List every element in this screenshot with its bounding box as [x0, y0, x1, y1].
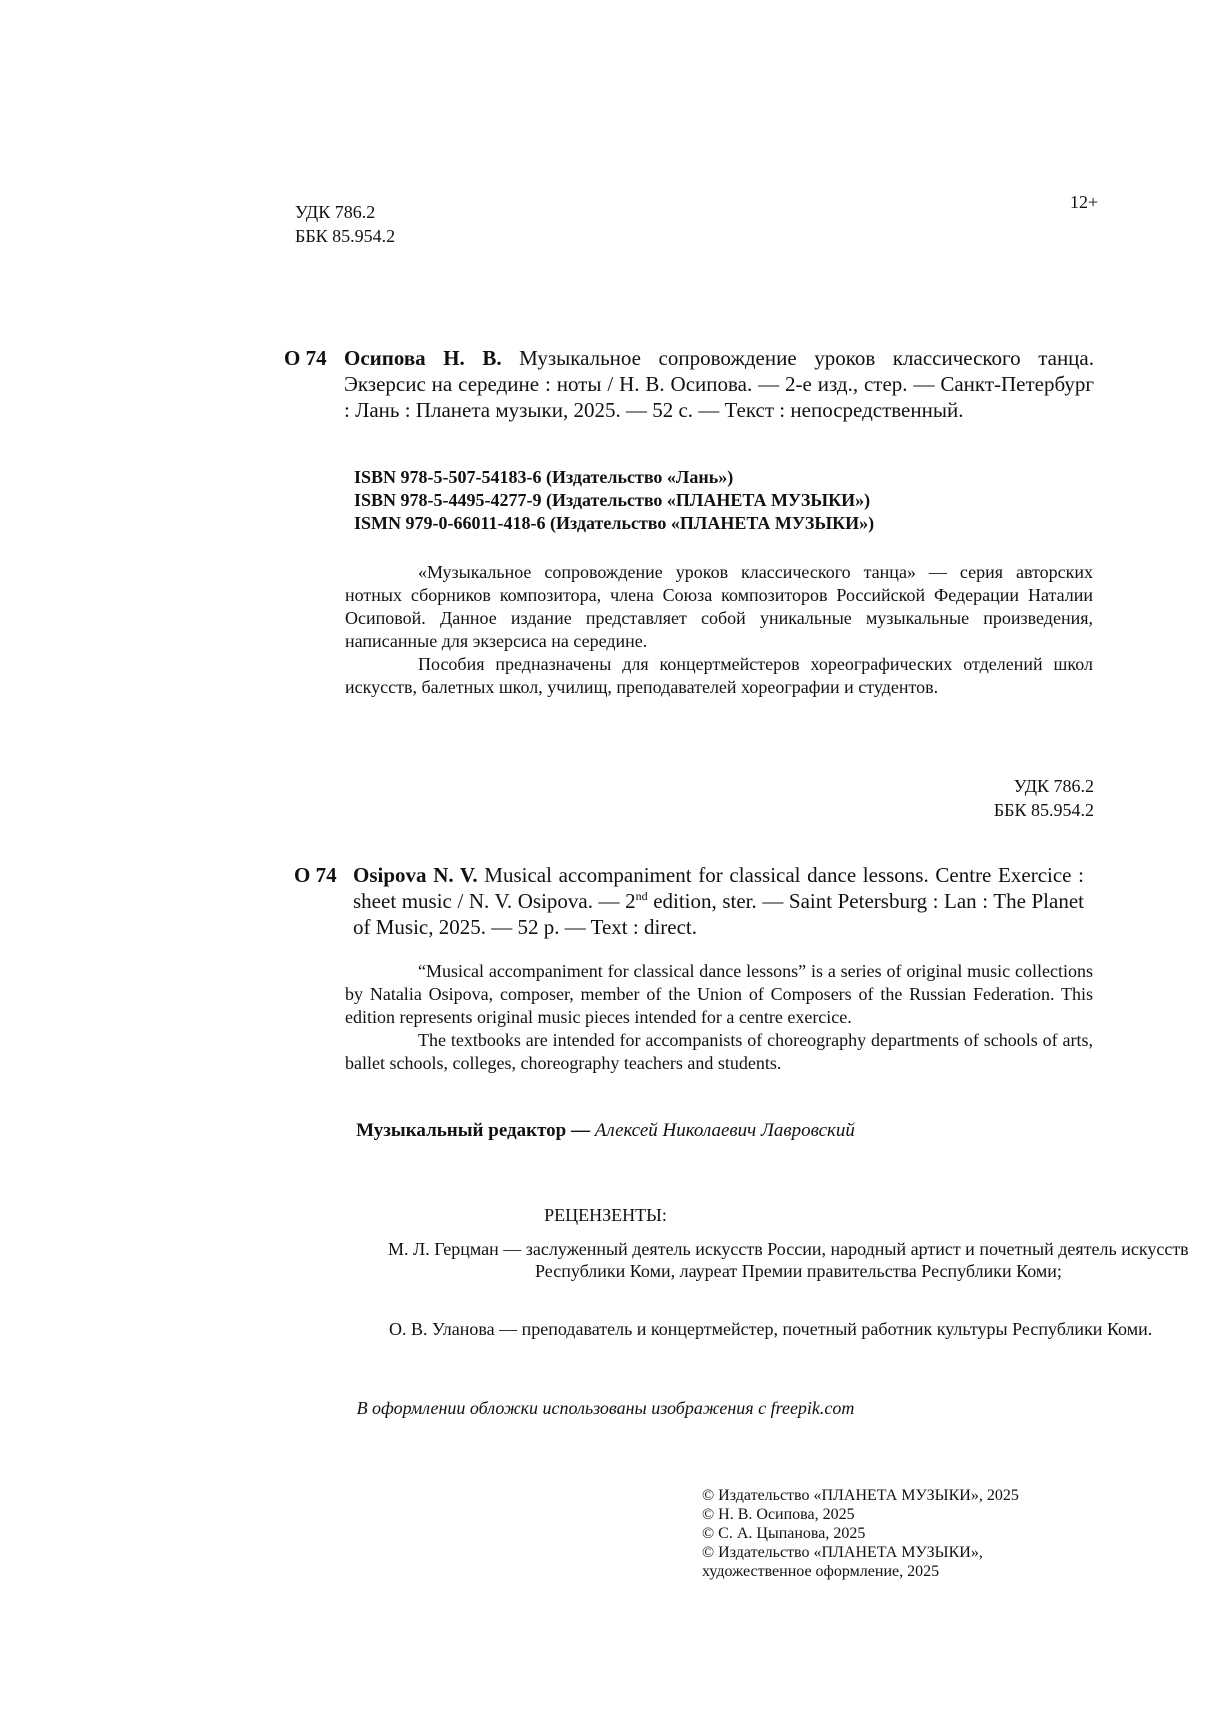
isbn-lan: ISBN 978-5-507-54183-6 (Издательство «Лань»)	[354, 467, 734, 487]
copyright-line: © С. А. Цыпанова, 2025	[702, 1525, 866, 1542]
editor-name: Алексей Николаевич Лавровский	[594, 1120, 855, 1141]
ru-abstract	[345, 561, 1093, 699]
udk-code: УДК 786.2	[295, 202, 376, 222]
classification-top	[295, 200, 395, 248]
en-description-end: edition, ster. — Saint Petersburg : Lan : The Planet of Music, 2025. — 52 p. — Text : direct.	[353, 889, 1084, 939]
identifiers	[354, 466, 874, 535]
author-mark: О 74	[284, 346, 327, 370]
udk-code-bottom: УДК 786.2	[1013, 776, 1094, 796]
reviewer-item: М. Л. Герцман — заслуженный деятель искусств России, народный артист и почетный деятель искусств Республики Коми, лауреат Премии правительства Республики Коми;	[388, 1239, 1189, 1281]
en-description-start: Musical accompaniment for classical dance lessons. Centre Exercice : sheet music / N. V. Osipova. — 2	[353, 863, 1084, 913]
reviewer-item: О. В. Уланова — преподаватель и концертмейстер, почетный работник культуры Республики Коми.	[389, 1319, 1153, 1339]
bbk-code-bottom: ББК 85.954.2	[993, 800, 1094, 820]
ru-entry-text	[344, 345, 1094, 423]
ru-author: Осипова Н. В.	[344, 346, 502, 370]
classification-bottom	[930, 774, 1094, 822]
ru-description: Музыкальное сопровождение уроков классического танца. Экзерсис на середине : ноты / Н. В. Осипова. — 2-е изд., стер. — Санкт-Петербург : Лань : Планета музыки, 2025. — 52 с. — Текст : непосредственный.	[344, 346, 1094, 422]
ru-bibliographic-entry	[284, 345, 1094, 423]
music-editor	[0, 1120, 1211, 1142]
en-abstract-paragraph: The textbooks are intended for accompanists of choreography departments of schools of arts, ballet schools, colleges, choreography teachers and students.	[345, 1030, 1093, 1073]
ru-abstract-paragraph: Пособия предназначены для концертмейстеров хореографических отделений школ искусств, балетных школ, училищ, преподавателей хореографии и студентов.	[345, 654, 1093, 697]
author-mark-en: О 74	[294, 863, 337, 887]
copyright-line: © Издательство «ПЛАНЕТА МУЗЫКИ», художественное оформление, 2025	[702, 1544, 983, 1580]
en-author: Osipova N. V.	[353, 863, 478, 887]
en-abstract	[345, 960, 1093, 1075]
en-bibliographic-entry	[294, 862, 1084, 940]
ismn-planeta: ISMN 979-0-66011-418-6 (Издательство «ПЛАНЕТА МУЗЫКИ»)	[354, 513, 875, 533]
copyright-block	[702, 1486, 1092, 1581]
en-entry-text	[353, 862, 1084, 940]
editor-role: Музыкальный редактор —	[356, 1120, 590, 1141]
isbn-planeta: ISBN 978-5-4495-4277-9 (Издательство «ПЛАНЕТА МУЗЫКИ»)	[354, 490, 871, 510]
bbk-code: ББК 85.954.2	[295, 226, 396, 246]
reviewers-title: РЕЦЕНЗЕНТЫ:	[544, 1205, 667, 1225]
copyright-line: © Н. В. Осипова, 2025	[702, 1506, 855, 1523]
age-rating: 12+	[1070, 192, 1099, 212]
copyright-line: © Издательство «ПЛАНЕТА МУЗЫКИ», 2025	[702, 1487, 1019, 1504]
cover-credit: В оформлении обложки использованы изображения с freepik.com	[356, 1398, 855, 1418]
ordinal-suffix: nd	[635, 889, 648, 903]
en-abstract-paragraph: “Musical accompaniment for classical dance lessons” is a series of original music collections by Natalia Osipova, composer, member of the Union of Composers of the Russian Federation. This edition represents original music pieces intended for a centre exercice.	[345, 961, 1093, 1027]
ru-abstract-paragraph: «Музыкальное сопровождение уроков классического танца» — серия авторских нотных сборников композитора, члена Союза композиторов Российской Федерации Наталии Осиповой. Данное издание представляет собой уникальные музыкальные произведения, написанные для экзерсиса на середине.	[345, 562, 1093, 651]
